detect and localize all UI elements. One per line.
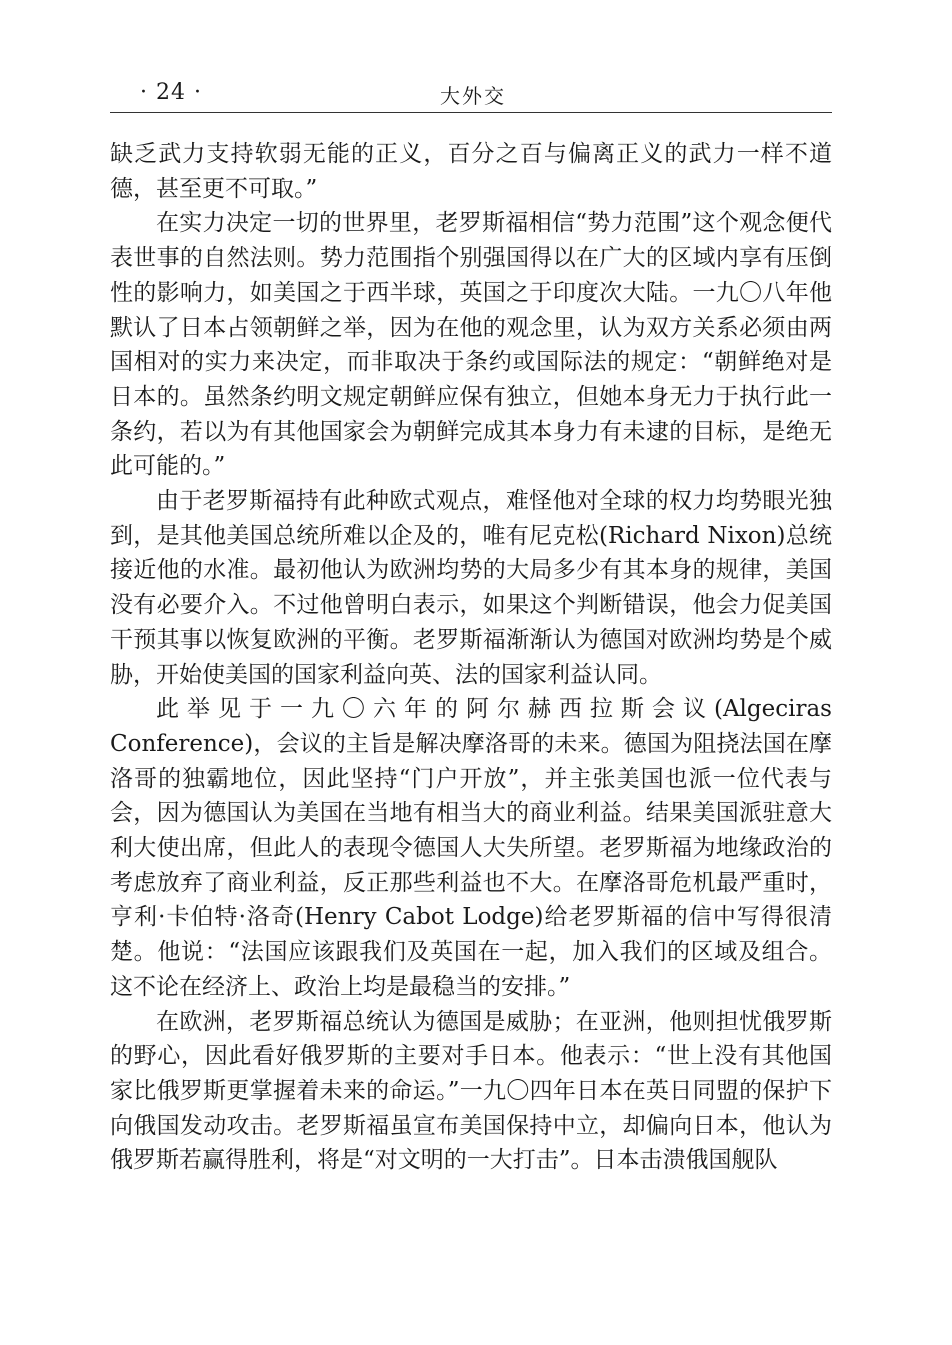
running-title: 大外交: [440, 84, 506, 108]
paragraph-russia-japan: 在欧洲，老罗斯福总统认为德国是威胁；在亚洲，他则担忧俄罗斯的野心，因此看好俄罗斯的主要对手日本。他表示：“世上没有其他国家比俄罗斯更掌握着未来的命运。”一九〇四年日本在英日同盟的保护下向俄国发动攻击。老罗斯福虽宣布美国保持中立，却偏向日本，他认为俄罗斯若赢得胜利，将是“对文明的一大打击”。日本击溃俄国舰队: [110, 1008, 832, 1174]
paragraph-continued: 缺乏武力支持软弱无能的正义，百分之百与偏离正义的武力一样不道德，甚至更不可取。”: [110, 141, 832, 202]
page-number: · 24 ·: [140, 80, 202, 105]
paragraph-balance-of-power: 由于老罗斯福持有此种欧式观点，难怪他对全球的权力均势眼光独到，是其他美国总统所难以企及的，唯有尼克松(Richard Nixon)总统接近他的水准。最初他认为欧洲均势的大局多少有其本身的规律，美国没有必要介入。不过他曾明白表示，如果这个判断错误，他会力促美国干预其事以恢复欧洲的平衡。老罗斯福渐渐认为德国对欧洲均势是个威胁，开始使美国的国家利益向英、法的国家利益认同。: [110, 488, 832, 688]
paragraph-algeciras-conference: 此举见于一九〇六年的阿尔赫西拉斯会议(Algeciras Conference)，会议的主旨是解决摩洛哥的未来。德国为阻挠法国在摩洛哥的独霸地位，因此坚持“门户开放”，并主张美国也派一位代表与会，因为德国认为美国在当地有相当大的商业利益。结果美国派驻意大利大使出席，但此人的表现令德国人大失所望。老罗斯福为地缘政治的考虑放弃了商业利益，反正那些利益也不大。在摩洛哥危机最严重时，亨利·卡伯特·洛奇(Henry Cabot Lodge)给老罗斯福的信中写得很清楚。他说：“法国应该跟我们及英国在一起，加入我们的区域及组合。这不论在经济上、政治上均是最稳当的安排。”: [110, 696, 832, 1000]
body-text: [110, 137, 832, 1178]
paragraph-spheres-of-influence: 在实力决定一切的世界里，老罗斯福相信“势力范围”这个观念便代表世事的自然法则。势力范围指个别强国得以在广大的区域内享有压倒性的影响力，如美国之于西半球，英国之于印度次大陆。一九〇八年他默认了日本占领朝鲜之举，因为在他的观念里，认为双方关系必须由两国相对的实力来决定，而非取决于条约或国际法的规定：“朝鲜绝对是日本的。虽然条约明文规定朝鲜应保有独立，但她本身无力于执行此一条约，若以为有其他国家会为朝鲜完成其本身力有未逮的目标，是绝无此可能的。”: [110, 210, 832, 480]
page-header: [110, 78, 832, 118]
header-rule: [110, 112, 832, 113]
